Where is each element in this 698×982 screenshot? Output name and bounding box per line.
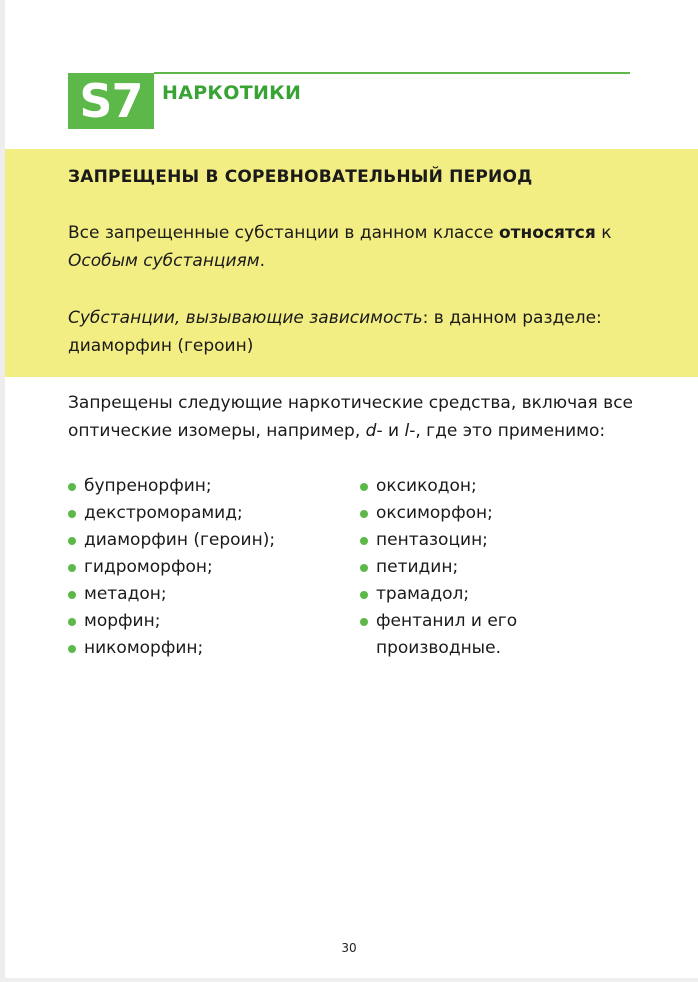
page-edge-bottom <box>0 978 698 982</box>
p1-text-b: к <box>595 223 612 243</box>
list-item: морфин; <box>68 608 275 635</box>
bullet-icon <box>360 483 368 491</box>
intro-end: -, где это применимо: <box>409 421 606 441</box>
bullet-icon <box>360 537 368 545</box>
intro-d: d <box>365 421 377 441</box>
p2-text: : в данном разделе: диаморфин (героин) <box>68 308 602 356</box>
p1-text-a: Все запрещенные субстанции в данном классе <box>68 223 499 243</box>
bullet-icon <box>68 591 76 599</box>
p2-italic: Субстанции, вызывающие зависимость <box>68 308 423 328</box>
list-item: гидроморфон; <box>68 554 275 581</box>
bullet-icon <box>360 564 368 572</box>
list-item: оксиморфон; <box>360 500 546 527</box>
section-code-badge: S7 <box>68 73 154 129</box>
list-item: никоморфин; <box>68 635 275 662</box>
bullet-icon <box>68 618 76 626</box>
list-item: метадон; <box>68 581 275 608</box>
list-item: бупренорфин; <box>68 473 275 500</box>
intro-text-a: Запрещены следующие наркотические средства, включая все оптические изомеры, например, <box>68 393 634 441</box>
page-number: 30 <box>341 941 357 955</box>
bullet-icon <box>68 537 76 545</box>
narcotics-list-left <box>68 473 275 662</box>
list-item: оксикодон; <box>360 473 546 500</box>
p1-end: . <box>259 251 266 271</box>
bullet-icon <box>360 618 368 626</box>
p1-bold: относятся <box>499 223 596 243</box>
p1-italic: Особым субстанциям <box>68 251 260 271</box>
header-rule <box>154 72 630 74</box>
special-substances-paragraph <box>68 219 648 275</box>
bullet-icon <box>360 510 368 518</box>
bullet-icon <box>68 645 76 653</box>
intro-mid: - и <box>376 421 405 441</box>
bullet-icon <box>68 564 76 572</box>
section-title: НАРКОТИКИ <box>162 82 302 104</box>
list-item: диаморфин (героин); <box>68 527 275 554</box>
bullet-icon <box>68 483 76 491</box>
intro-l: l <box>404 421 410 441</box>
page-edge <box>0 0 5 982</box>
bullet-icon <box>360 591 368 599</box>
list-item: петидин; <box>360 554 546 581</box>
list-item: трамадол; <box>360 581 546 608</box>
list-item: декстроморамид; <box>68 500 275 527</box>
list-item: пентазоцин; <box>360 527 546 554</box>
band-heading: ЗАПРЕЩЕНЫ В СОРЕВНОВАТЕЛЬНЫЙ ПЕРИОД <box>68 167 533 187</box>
bullet-icon <box>68 510 76 518</box>
intro-paragraph <box>68 389 648 445</box>
narcotics-list-right <box>360 473 546 662</box>
dependence-paragraph <box>68 304 648 360</box>
list-item: фентанил и его производные. <box>360 608 546 662</box>
